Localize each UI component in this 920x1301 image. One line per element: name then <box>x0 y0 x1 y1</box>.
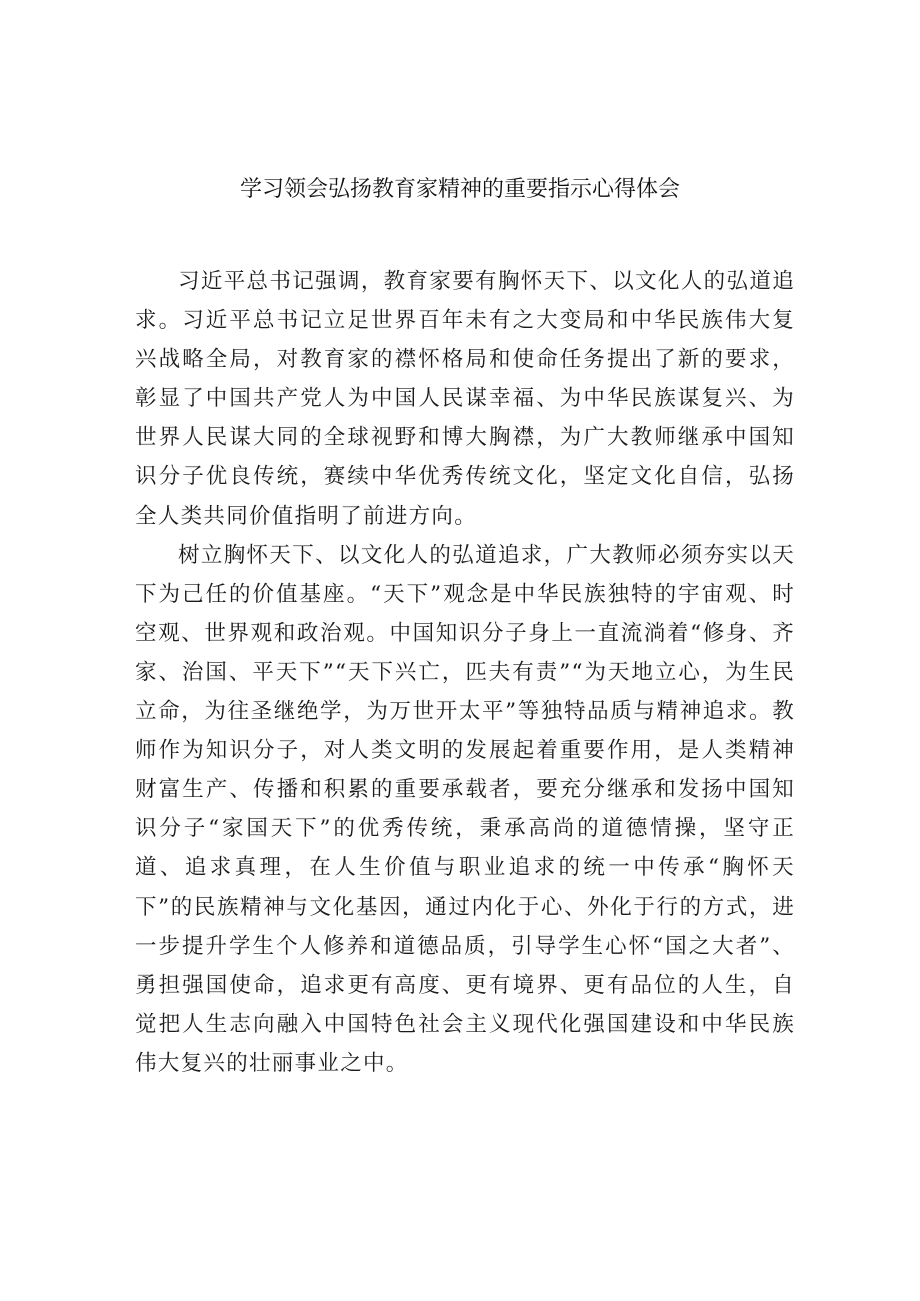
paragraph-1: 习近平总书记强调，教育家要有胸怀天下、以文化人的弘道追求。习近平总书记立足世界百年未有之大变局和中华民族伟大复兴战略全局，对教育家的襟怀格局和使命任务提出了新的要求，彰显了中国共产党人为中国人民谋幸福、为中华民族谋复兴、为世界人民谋大同的全球视野和博大胸襟，为广大教师继承中国知识分子优良传统，赛续中华优秀传统文化，坚定文化自信，弘扬全人类共同价值指明了前进方向。 <box>135 269 795 529</box>
paragraph-2: 树立胸怀天下、以文化人的弘道追求，广大教师必须夯实以天下为己任的价值基座。“天下”观念是中华民族独特的宇宙观、时空观、世界观和政治观。中国知识分子身上一直流淌着“修身、齐家、治国、平天下”“天下兴亡，匹夫有责”“为天地立心，为生民立命，为往圣继绝学，为万世开太平”等独特品质与精神追求。教师作为知识分子，对人类文明的发展起着重要作用，是人类精神财富生产、传播和积累的重要承载者，要充分继承和发扬中国知识分子“家国天下”的优秀传统，秉承高尚的道德情操，坚守正道、追求真理，在人生价值与职业追求的统一中传承“胸怀天下”的民族精神与文化基因，通过内化于心、外化于行的方式，进一步提升学生个人修养和道德品质，引导学生心怀“国之大者”、勇担强国使命，追求更有高度、更有境界、更有品位的人生，自觉把人生志向融入中国特色社会主义现代化强国建设和中华民族伟大复兴的壮丽事业之中。 <box>135 542 795 1076</box>
document-title: 学习领会弘扬教育家精神的重要指示心得体会 <box>239 177 680 202</box>
document-body <box>135 262 795 1083</box>
